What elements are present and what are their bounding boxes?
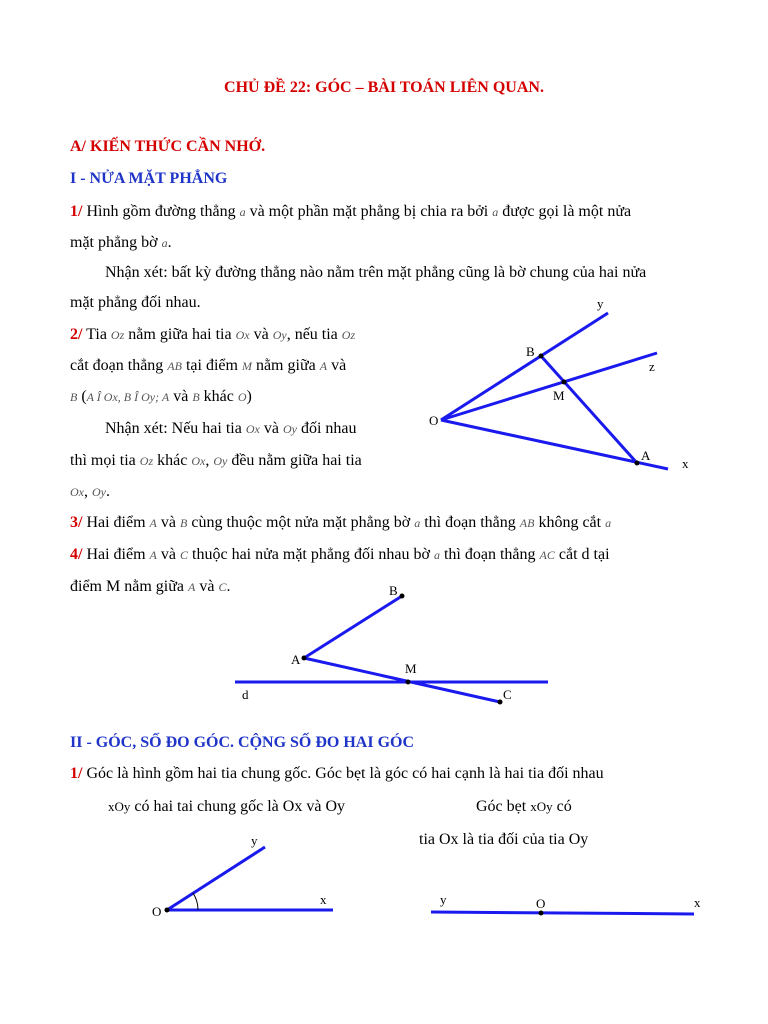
item-number: 1/ [70, 765, 83, 782]
text: , [205, 452, 214, 469]
label-x: x [694, 895, 701, 910]
point-b [539, 354, 544, 359]
figure-4 [431, 911, 694, 916]
label-c: C [503, 687, 512, 702]
text: và [156, 546, 180, 563]
text: , nếu tia [286, 326, 342, 343]
item-number: 2/ [70, 326, 83, 343]
text: mặt phẳng bờ [70, 234, 162, 251]
text: . [226, 578, 231, 595]
text: cắt d tại [554, 546, 610, 563]
math: B [180, 516, 188, 530]
text: cùng thuộc một nửa mặt phẳng bờ [187, 514, 415, 531]
label-a: A [291, 652, 301, 667]
math: A [149, 548, 157, 562]
math: Ox [70, 485, 84, 499]
segment-ac [304, 658, 500, 702]
math: AB [167, 359, 182, 373]
label-y: y [251, 833, 258, 848]
text: ) [246, 388, 252, 405]
remark-1-cont: mặt phẳng đối nhau. [70, 294, 201, 311]
math: a [433, 548, 440, 562]
text: , [84, 483, 92, 500]
math: Ox [245, 422, 260, 436]
math: C [218, 580, 227, 594]
text: điểm M nằm giữa [70, 578, 188, 595]
angle-symbol: xOy [530, 799, 553, 814]
figure-2 [235, 594, 548, 705]
text: đối nhau [296, 420, 357, 437]
label-a: A [641, 448, 651, 463]
figure-3 [165, 847, 334, 913]
label-y: y [440, 892, 447, 907]
text: ( [77, 388, 87, 405]
text: khác [153, 452, 192, 469]
math: Oz [341, 328, 356, 342]
math: Oy [272, 328, 287, 342]
math: a [239, 205, 246, 219]
math: B [70, 390, 78, 404]
math: A [187, 580, 196, 594]
label-m: M [553, 388, 565, 403]
ray-oy [167, 847, 265, 910]
math: Ox [191, 454, 206, 468]
text: . [106, 483, 110, 500]
label-o: O [429, 413, 439, 428]
math: Oy [213, 454, 228, 468]
text: Hình gồm đường thẳng [82, 203, 240, 220]
text: Góc là hình gồm hai tia chung gốc. Góc bẹt là góc có hai cạnh là hai tia đối nhau [82, 765, 604, 782]
math: AB [519, 516, 535, 530]
point-m [562, 380, 567, 385]
math: A [149, 516, 157, 530]
angle-arc [193, 893, 198, 910]
math: O [237, 390, 247, 404]
text: và [156, 514, 180, 531]
point-m [406, 680, 411, 685]
part-heading-1: I - NỬA MẶT PHẲNG [70, 170, 228, 187]
text: thì đoạn thẳng [420, 514, 520, 531]
text: . [167, 234, 172, 251]
point-b [400, 594, 405, 599]
label-x: x [682, 456, 689, 471]
text: và [169, 388, 193, 405]
item-number: 4/ [70, 546, 83, 563]
point-o [165, 908, 170, 913]
item-number: 3/ [70, 514, 83, 531]
text: nằm giữa hai tia [124, 326, 236, 343]
text: Hai điểm [82, 514, 150, 531]
math: a [605, 516, 612, 530]
straight-angle [431, 912, 694, 914]
math: a [161, 236, 168, 250]
text: và [249, 326, 273, 343]
label-z: z [649, 359, 655, 374]
label-b: B [526, 344, 535, 359]
point-c [498, 700, 503, 705]
segment-ab [304, 596, 402, 658]
math: A Î Ox, B Î Oy; A [86, 390, 170, 404]
text: thuộc hai nửa mặt phẳng đối nhau bờ [188, 546, 434, 563]
math: a [414, 516, 421, 530]
math: A [319, 359, 328, 373]
math: C [180, 548, 189, 562]
text: Nhận xét: Nếu hai tia [105, 420, 246, 437]
text: đều nằm giữa hai tia [227, 452, 362, 469]
text: Tia [82, 326, 111, 343]
segment-ab [541, 356, 637, 463]
math: a [492, 205, 499, 219]
part-heading-2: II - GÓC, SỐ ĐO GÓC. CỘNG SỐ ĐO HAI GÓC [70, 734, 415, 751]
label-b: B [389, 583, 398, 598]
angle-symbol: xOy [108, 799, 131, 814]
text: và [327, 357, 347, 374]
label-o: O [536, 896, 546, 911]
text: và một phần mặt phẳng bị chia ra bởi [245, 203, 493, 220]
item-number: 1/ [70, 203, 83, 220]
math: AC [539, 548, 555, 562]
text: có [552, 798, 572, 815]
math: Oz [139, 454, 154, 468]
text: và [259, 420, 283, 437]
text: không cắt [534, 514, 606, 531]
text: thì đoạn thẳng [439, 546, 540, 563]
math: Ox [235, 328, 250, 342]
math: B [192, 390, 200, 404]
text: thì mọi tia [70, 452, 140, 469]
text: tại điểm [181, 357, 242, 374]
math: Oz [110, 328, 125, 342]
point-o [539, 911, 544, 916]
text: cắt đoạn thẳng [70, 357, 168, 374]
text: nằm giữa [251, 357, 320, 374]
text: và [195, 578, 219, 595]
label-d: d [242, 687, 249, 702]
label-m: M [405, 661, 417, 676]
math: M [241, 359, 252, 373]
text: được gọi là một nửa [498, 203, 632, 220]
label-y: y [597, 296, 604, 311]
point-a [635, 461, 640, 466]
label-o: O [152, 904, 162, 919]
text: Hai điểm [82, 546, 150, 563]
section-heading-a: A/ KIẾN THỨC CẦN NHỚ. [70, 138, 266, 155]
remark-1: Nhận xét: bất kỳ đường thẳng nào nằm trên mặt phẳng cũng là bờ chung của hai nửa [105, 264, 647, 281]
text: khác [199, 388, 238, 405]
math: Oy [282, 422, 297, 436]
math: Oy [92, 485, 106, 499]
text: có hai tai chung gốc là Ox và Oy [130, 798, 345, 815]
point-a [302, 656, 307, 661]
text: Góc bẹt [476, 798, 531, 815]
angle-right-caption-2: tia Ox là tia đối của tia Oy [419, 831, 589, 848]
label-x: x [320, 892, 327, 907]
page-title: CHỦ ĐỀ 22: GÓC – BÀI TOÁN LIÊN QUAN. [224, 79, 544, 96]
